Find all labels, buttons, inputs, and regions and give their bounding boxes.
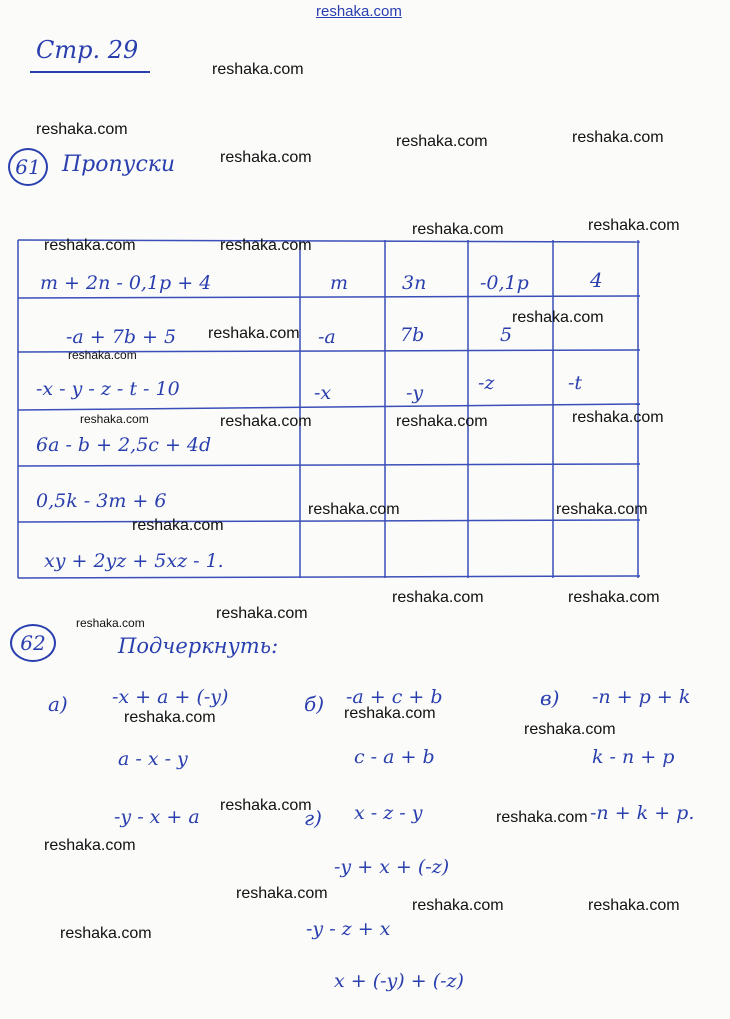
watermark: reshaka.com	[44, 237, 136, 254]
watermark: reshaka.com	[36, 121, 128, 138]
task-61-heading: Пропуски	[62, 152, 176, 177]
watermark: reshaka.com	[512, 309, 604, 326]
watermark: reshaka.com	[76, 616, 145, 630]
table-row-2-expr: -a + 7b + 5	[66, 326, 177, 348]
part-a-label: а)	[48, 692, 68, 716]
watermark: reshaka.com	[496, 809, 588, 826]
watermark: reshaka.com	[124, 709, 216, 726]
part-g-line-4: x + (-y) + (-z)	[334, 970, 464, 992]
part-a-line-3: -y - x + a	[114, 806, 200, 828]
page-title: Стр. 29	[36, 36, 139, 64]
watermark: reshaka.com	[396, 133, 488, 150]
watermark: reshaka.com	[588, 897, 680, 914]
part-v-line-3: -n + k + p.	[590, 802, 695, 824]
watermark: reshaka.com	[68, 348, 137, 362]
task-62-number	[10, 624, 56, 662]
watermark: reshaka.com	[396, 413, 488, 430]
watermark: reshaka.com	[572, 409, 664, 426]
watermark: reshaka.com	[220, 797, 312, 814]
watermark: reshaka.com	[132, 517, 224, 534]
watermark: reshaka.com	[236, 885, 328, 902]
table-row-3-term-4: -t	[568, 372, 583, 394]
table-row-5-expr: 0,5k - 3m + 6	[36, 490, 167, 512]
watermark: reshaka.com	[44, 837, 136, 854]
watermark: reshaka.com	[80, 412, 149, 426]
table-row-1-term-2: 3n	[402, 272, 427, 294]
table-row-2-term-3: 5	[500, 324, 513, 346]
watermark: reshaka.com	[568, 589, 660, 606]
part-b-line-1: -a + c + b	[346, 686, 443, 708]
part-b-label: б)	[304, 692, 325, 716]
table-row-2-term-2: 7b	[400, 324, 425, 346]
watermark: reshaka.com	[208, 325, 300, 342]
watermark: reshaka.com	[572, 129, 664, 146]
part-g-line-1: x - z - y	[354, 802, 423, 824]
watermark: reshaka.com	[220, 413, 312, 430]
watermark: reshaka.com	[220, 149, 312, 166]
part-a-line-2: a - x - y	[118, 748, 188, 770]
watermark: reshaka.com	[60, 925, 152, 942]
table-row-3-expr: -x - y - z - t - 10	[36, 378, 180, 400]
watermark: reshaka.com	[412, 221, 504, 238]
watermark: reshaka.com	[556, 501, 648, 518]
task-62-number-text: 62	[20, 631, 46, 655]
watermark: reshaka.com	[212, 61, 304, 78]
watermark: reshaka.com	[524, 721, 616, 738]
watermark: reshaka.com	[588, 217, 680, 234]
task-61-number-text: 61	[15, 155, 41, 179]
table-row-1-term-4: 4	[590, 268, 603, 292]
part-a-line-1: -x + a + (-y)	[112, 686, 229, 708]
table-row-1-term-1: m	[330, 272, 349, 294]
part-v-line-2: k - n + p	[592, 746, 675, 768]
table-row-1-term-3: -0,1p	[480, 272, 529, 294]
table-row-3-term-3: -z	[478, 372, 495, 394]
watermark: reshaka.com	[216, 605, 308, 622]
task-62-heading: Подчеркнуть:	[118, 634, 279, 658]
part-v-label: в)	[540, 686, 560, 710]
table-row-3-term-1: -x	[314, 382, 332, 404]
part-v-line-1: -n + p + k	[592, 686, 691, 708]
watermark: reshaka.com	[344, 705, 436, 722]
table-row-6-expr: xy + 2yz + 5xz - 1.	[44, 550, 224, 572]
watermark: reshaka.com	[308, 501, 400, 518]
watermark: reshaka.com	[220, 237, 312, 254]
watermark: reshaka.com	[412, 897, 504, 914]
watermark: reshaka.com	[392, 589, 484, 606]
part-b-line-2: c - a + b	[354, 746, 435, 768]
part-g-label: г)	[304, 806, 322, 830]
table-row-1-expr: m + 2n - 0,1p + 4	[40, 272, 212, 294]
table-row-4-expr: 6a - b + 2,5c + 4d	[36, 434, 212, 456]
site-link[interactable]: reshaka.com	[316, 3, 402, 20]
part-g-line-2: -y + x + (-z)	[334, 856, 450, 878]
table-row-2-term-1: -a	[318, 326, 336, 348]
table-row-3-term-2: -y	[406, 382, 424, 404]
part-g-line-3: -y - z + x	[306, 918, 391, 940]
